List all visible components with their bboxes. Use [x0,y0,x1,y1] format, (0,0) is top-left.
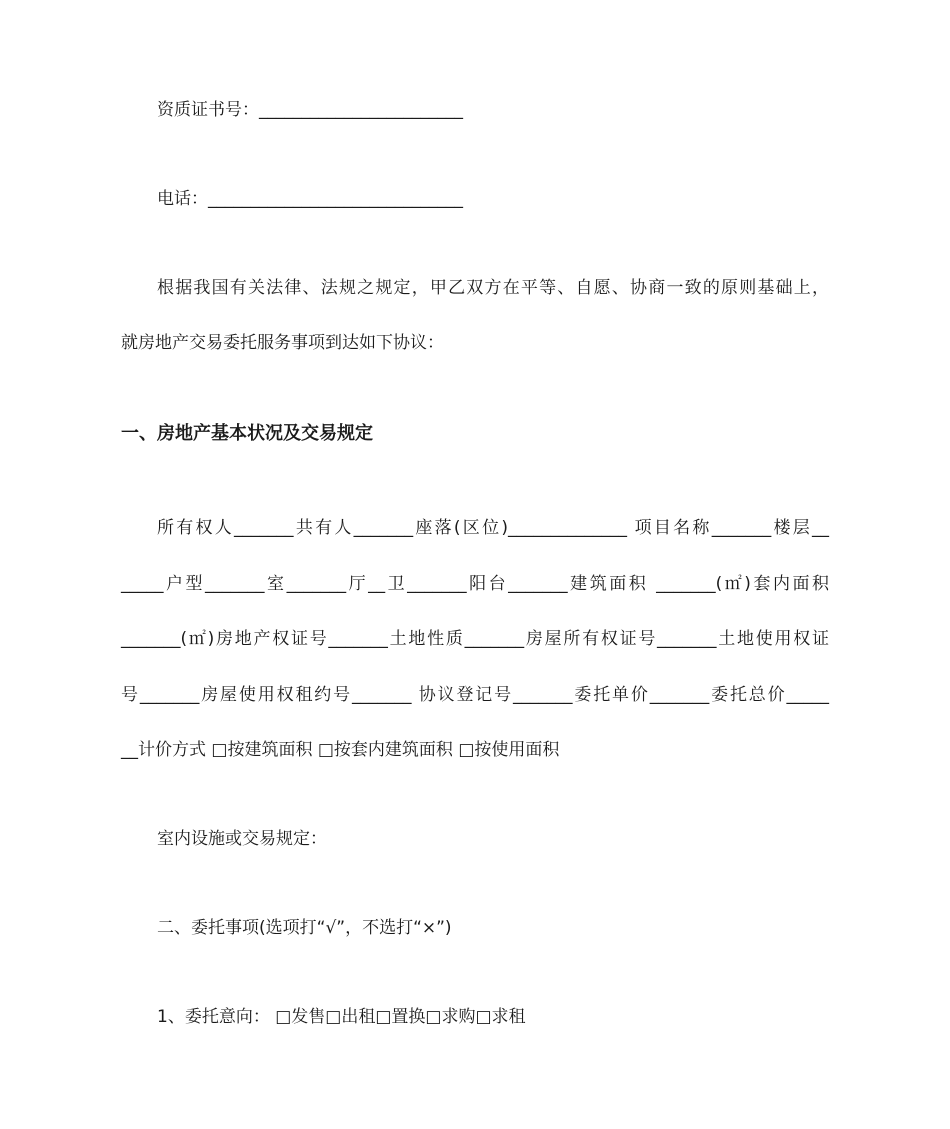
property-info-line-5: __计价方式 □按建筑面积 □按套内建筑面积 □按使用面积 [121,740,560,760]
property-info-line-2: _____户型_______室_______厅__卫_______阳台_______建筑面积 _______(㎡)套内面积 [121,574,829,594]
intro-paragraph-line-1: 根据我国有关法律、法规之规定，甲乙双方在平等、自愿、协商一致的原则基础上， [157,278,829,298]
property-info-line-4: 号_______房屋使用权租约号_______ 协议登记号_______委托单价_______委托总价_____ [121,685,829,705]
intro-paragraph-line-2: 就房地产交易委托服务事项到达如下协议： [121,333,444,353]
phone-line: 电话：______________________________ [157,189,463,209]
property-info-line-3: _______(㎡)房地产权证号_______土地性质_______房屋所有权证号_______土地使用权证 [121,629,829,649]
property-info-line-1: 所有权人_______共有人_______座落(区位)______________ 项目名称_______楼层__ [157,518,829,538]
qualification-certificate-line: 资质证书号：________________________ [157,100,463,120]
section-1-heading: 一、房地产基本状况及交易规定 [121,423,373,444]
section-2-heading: 二、委托事项(选项打“√”，不选打“×”) [157,918,452,938]
facilities-line: 室内设施或交易规定： [157,829,327,849]
commission-intent-line: 1、委托意向： □发售□出租□置换□求购□求租 [157,1007,526,1027]
